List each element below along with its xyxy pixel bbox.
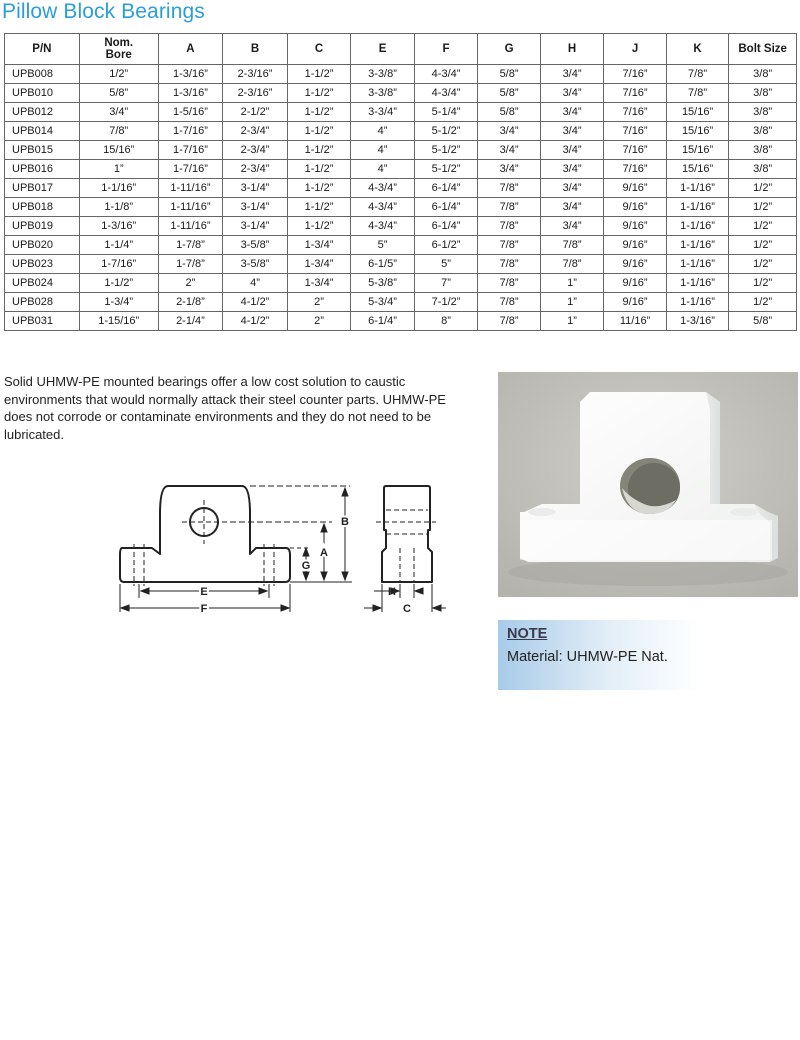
product-photo xyxy=(498,372,798,597)
page-title: Pillow Block Bearings xyxy=(2,0,205,23)
column-header: Nom. Bore xyxy=(79,34,158,65)
dim-label-h: H xyxy=(388,586,396,598)
table-cell: 7/16” xyxy=(604,65,666,84)
table-cell: 2-3/16” xyxy=(223,84,288,103)
table-cell: 5-1/2” xyxy=(414,122,478,141)
table-cell: 1” xyxy=(540,312,604,331)
front-view-outline xyxy=(120,486,290,582)
table-cell: 3-5/8” xyxy=(223,255,288,274)
table-cell: 3/4” xyxy=(540,65,604,84)
column-header: B xyxy=(223,34,288,65)
table-cell: 1/2” xyxy=(79,65,158,84)
table-cell: 3-5/8” xyxy=(223,236,288,255)
table-cell: 1/2” xyxy=(729,236,797,255)
table-cell: 7/16” xyxy=(604,84,666,103)
table-cell: 3/4” xyxy=(540,179,604,198)
table-cell: 4-1/2” xyxy=(223,293,288,312)
table-cell: 1-3/4” xyxy=(287,255,351,274)
table-cell: 7/16” xyxy=(604,103,666,122)
table-cell: 1/2” xyxy=(729,274,797,293)
table-row xyxy=(5,312,797,331)
table-cell: 5” xyxy=(351,236,415,255)
table-cell: 7” xyxy=(414,274,478,293)
column-header: Bolt Size xyxy=(729,34,797,65)
table-cell: 4-1/2” xyxy=(223,312,288,331)
table-cell: 1-7/16” xyxy=(158,122,223,141)
table-cell: 1-7/8” xyxy=(158,236,223,255)
table-cell: 1-1/16” xyxy=(666,198,728,217)
table-cell: 1-1/2” xyxy=(287,198,351,217)
table-cell: 1-1/2” xyxy=(79,274,158,293)
note-box xyxy=(498,620,698,690)
table-cell: 1-1/16” xyxy=(666,293,728,312)
table-cell: 1-1/16” xyxy=(666,255,728,274)
table-cell: 1/2” xyxy=(729,293,797,312)
table-cell: 7/16” xyxy=(604,122,666,141)
table-cell: 3/8” xyxy=(729,65,797,84)
table-row xyxy=(5,274,797,293)
table-cell: 3-1/4” xyxy=(223,179,288,198)
table-cell: 3/4” xyxy=(540,84,604,103)
part-number-cell: UPB024 xyxy=(5,274,80,293)
table-cell: 1-1/2” xyxy=(287,179,351,198)
part-number-cell: UPB012 xyxy=(5,103,80,122)
table-row xyxy=(5,255,797,274)
table-cell: 4” xyxy=(351,160,415,179)
table-cell: 4” xyxy=(223,274,288,293)
table-cell: 3-3/8” xyxy=(351,65,415,84)
table-cell: 1-7/16” xyxy=(158,160,223,179)
note-title: NOTE xyxy=(507,626,548,642)
table-cell: 1-1/2” xyxy=(287,65,351,84)
table-cell: 8” xyxy=(414,312,478,331)
column-header: F xyxy=(414,34,478,65)
table-cell: 3/4” xyxy=(540,141,604,160)
table-cell: 1-1/2” xyxy=(287,103,351,122)
table-cell: 7/8” xyxy=(478,312,540,331)
table-cell: 9/16” xyxy=(604,274,666,293)
table-row xyxy=(5,236,797,255)
table-cell: 1-11/16” xyxy=(158,198,223,217)
table-row xyxy=(5,84,797,103)
specs-table xyxy=(4,33,797,331)
table-cell: 4-3/4” xyxy=(351,179,415,198)
table-cell: 1/2” xyxy=(729,217,797,236)
table-body xyxy=(5,65,797,331)
table-cell: 1-1/2” xyxy=(287,160,351,179)
table-cell: 3/8” xyxy=(729,122,797,141)
table-cell: 1-3/4” xyxy=(287,274,351,293)
dim-label-g: G xyxy=(301,560,311,572)
part-number-cell: UPB023 xyxy=(5,255,80,274)
table-cell: 3-3/4” xyxy=(351,103,415,122)
table-cell: 5/8” xyxy=(478,103,540,122)
part-number-cell: UPB028 xyxy=(5,293,80,312)
column-header: E xyxy=(351,34,415,65)
dim-label-e: E xyxy=(200,586,208,598)
table-cell: 4” xyxy=(351,141,415,160)
table-cell: 9/16” xyxy=(604,255,666,274)
part-number-cell: UPB019 xyxy=(5,217,80,236)
table-cell: 5/8” xyxy=(79,84,158,103)
table-cell: 5-1/2” xyxy=(414,141,478,160)
table-cell: 7/8” xyxy=(478,293,540,312)
table-cell: 4-3/4” xyxy=(351,217,415,236)
table-cell: 1-3/4” xyxy=(287,236,351,255)
table-cell: 1-1/16” xyxy=(666,217,728,236)
table-cell: 4-3/4” xyxy=(351,198,415,217)
table-cell: 1-1/16” xyxy=(666,274,728,293)
table-cell: 3/4” xyxy=(79,103,158,122)
column-header: C xyxy=(287,34,351,65)
table-row xyxy=(5,141,797,160)
table-cell: 2” xyxy=(287,312,351,331)
table-cell: 1-1/16” xyxy=(79,179,158,198)
table-cell: 1-1/16” xyxy=(666,179,728,198)
table-cell: 7-1/2” xyxy=(414,293,478,312)
table-row xyxy=(5,160,797,179)
table-cell: 1” xyxy=(540,274,604,293)
table-cell: 2-3/4” xyxy=(223,160,288,179)
note-text: Material: UHMW-PE Nat. xyxy=(507,649,668,665)
table-cell: 9/16” xyxy=(604,179,666,198)
table-cell: 3-1/4” xyxy=(223,217,288,236)
part-number-cell: UPB015 xyxy=(5,141,80,160)
table-cell: 15/16” xyxy=(79,141,158,160)
table-cell: 1-7/8” xyxy=(158,255,223,274)
table-cell: 3/8” xyxy=(729,141,797,160)
table-row xyxy=(5,65,797,84)
table-cell: 1-1/2” xyxy=(287,84,351,103)
table-cell: 5-3/8” xyxy=(351,274,415,293)
table-row xyxy=(5,217,797,236)
table-cell: 1/2” xyxy=(729,179,797,198)
column-header: K xyxy=(666,34,728,65)
table-cell: 11/16” xyxy=(604,312,666,331)
table-cell: 5-1/4” xyxy=(414,103,478,122)
table-cell: 6-1/4” xyxy=(414,198,478,217)
table-cell: 1-11/16” xyxy=(158,217,223,236)
table-cell: 15/16” xyxy=(666,141,728,160)
table-cell: 1-1/8” xyxy=(79,198,158,217)
table-cell: 5” xyxy=(414,255,478,274)
table-cell: 1-1/2” xyxy=(287,122,351,141)
table-cell: 6-1/5” xyxy=(351,255,415,274)
dim-label-f: F xyxy=(200,603,208,615)
table-cell: 1-11/16” xyxy=(158,179,223,198)
part-number-cell: UPB008 xyxy=(5,65,80,84)
part-number-cell: UPB010 xyxy=(5,84,80,103)
table-row xyxy=(5,122,797,141)
part-number-cell: UPB016 xyxy=(5,160,80,179)
table-cell: 6-1/4” xyxy=(414,217,478,236)
table-cell: 5-3/4” xyxy=(351,293,415,312)
dim-label-c: C xyxy=(403,603,411,615)
table-cell: 5/8” xyxy=(478,65,540,84)
table-cell: 1” xyxy=(540,293,604,312)
table-cell: 3/4” xyxy=(478,160,540,179)
column-header: G xyxy=(478,34,540,65)
table-cell: 3/4” xyxy=(478,141,540,160)
table-cell: 9/16” xyxy=(604,293,666,312)
table-cell: 3/4” xyxy=(540,122,604,141)
table-cell: 7/8” xyxy=(478,198,540,217)
table-cell: 2-3/4” xyxy=(223,122,288,141)
table-cell: 15/16” xyxy=(666,103,728,122)
table-cell: 1/2” xyxy=(729,255,797,274)
table-cell: 15/16” xyxy=(666,160,728,179)
table-cell: 5/8” xyxy=(729,312,797,331)
table-cell: 9/16” xyxy=(604,198,666,217)
table-cell: 1-1/16” xyxy=(666,236,728,255)
part-number-cell: UPB031 xyxy=(5,312,80,331)
table-row xyxy=(5,179,797,198)
table-cell: 2-3/4” xyxy=(223,141,288,160)
table-cell: 3/8” xyxy=(729,103,797,122)
table-cell: 7/8” xyxy=(666,84,728,103)
column-header: J xyxy=(604,34,666,65)
table-cell: 4” xyxy=(351,122,415,141)
table-cell: 1-3/16” xyxy=(158,84,223,103)
table-cell: 1/2” xyxy=(729,198,797,217)
table-cell: 3/8” xyxy=(729,84,797,103)
column-header: H xyxy=(540,34,604,65)
table-cell: 1-3/16” xyxy=(158,65,223,84)
column-header: P/N xyxy=(5,34,80,65)
table-cell: 7/8” xyxy=(478,179,540,198)
table-cell: 3/8” xyxy=(729,160,797,179)
table-cell: 1-3/16” xyxy=(666,312,728,331)
part-number-cell: UPB017 xyxy=(5,179,80,198)
table-cell: 4-3/4” xyxy=(414,84,478,103)
table-cell: 5/8” xyxy=(478,84,540,103)
table-cell: 3/4” xyxy=(540,160,604,179)
table-cell: 3/4” xyxy=(540,217,604,236)
table-cell: 7/16” xyxy=(604,141,666,160)
table-cell: 1-3/16” xyxy=(79,217,158,236)
table-cell: 6-1/4” xyxy=(414,179,478,198)
table-cell: 2” xyxy=(287,293,351,312)
table-cell: 1-1/2” xyxy=(287,217,351,236)
table-cell: 2-1/2” xyxy=(223,103,288,122)
table-row xyxy=(5,103,797,122)
table-cell: 3-1/4” xyxy=(223,198,288,217)
table-cell: 2-3/16” xyxy=(223,65,288,84)
table-cell: 2” xyxy=(158,274,223,293)
table-cell: 7/8” xyxy=(79,122,158,141)
table-cell: 1-15/16” xyxy=(79,312,158,331)
table-cell: 1” xyxy=(79,160,158,179)
table-cell: 2-1/4” xyxy=(158,312,223,331)
table-cell: 15/16” xyxy=(666,122,728,141)
table-cell: 1-7/16” xyxy=(158,141,223,160)
table-cell: 4-3/4” xyxy=(414,65,478,84)
table-cell: 7/8” xyxy=(478,217,540,236)
table-cell: 3/4” xyxy=(478,122,540,141)
dim-label-b: B xyxy=(341,516,349,528)
column-header: A xyxy=(158,34,223,65)
table-cell: 9/16” xyxy=(604,236,666,255)
table-cell: 3/4” xyxy=(540,198,604,217)
part-number-cell: UPB014 xyxy=(5,122,80,141)
table-cell: 3/4” xyxy=(540,103,604,122)
table-cell: 5-1/2” xyxy=(414,160,478,179)
dim-label-a: A xyxy=(320,547,328,559)
table-cell: 7/16” xyxy=(604,160,666,179)
table-cell: 9/16” xyxy=(604,217,666,236)
table-cell: 6-1/4” xyxy=(351,312,415,331)
table-cell: 6-1/2” xyxy=(414,236,478,255)
table-cell: 7/8” xyxy=(540,236,604,255)
table-cell: 3-3/8” xyxy=(351,84,415,103)
table-cell: 1-1/2” xyxy=(287,141,351,160)
table-row xyxy=(5,198,797,217)
table-cell: 2-1/8” xyxy=(158,293,223,312)
table-row xyxy=(5,293,797,312)
table-cell: 7/8” xyxy=(478,255,540,274)
table-cell: 7/8” xyxy=(478,236,540,255)
table-cell: 7/8” xyxy=(478,274,540,293)
table-cell: 7/8” xyxy=(666,65,728,84)
table-cell: 7/8” xyxy=(540,255,604,274)
part-number-cell: UPB018 xyxy=(5,198,80,217)
table-cell: 1-1/4” xyxy=(79,236,158,255)
table-cell: 1-3/4” xyxy=(79,293,158,312)
table-cell: 1-7/16” xyxy=(79,255,158,274)
table-header-row xyxy=(5,34,797,65)
part-number-cell: UPB020 xyxy=(5,236,80,255)
description-text: Solid UHMW-PE mounted bearings offer a low cost solution to caustic environments that would normally attack their steel counter parts. UHMW-PE does not corrode or contaminate environments and they do not need to be lubricated. xyxy=(4,374,446,442)
dimension-drawing xyxy=(110,480,450,620)
table-cell: 1-5/16” xyxy=(158,103,223,122)
